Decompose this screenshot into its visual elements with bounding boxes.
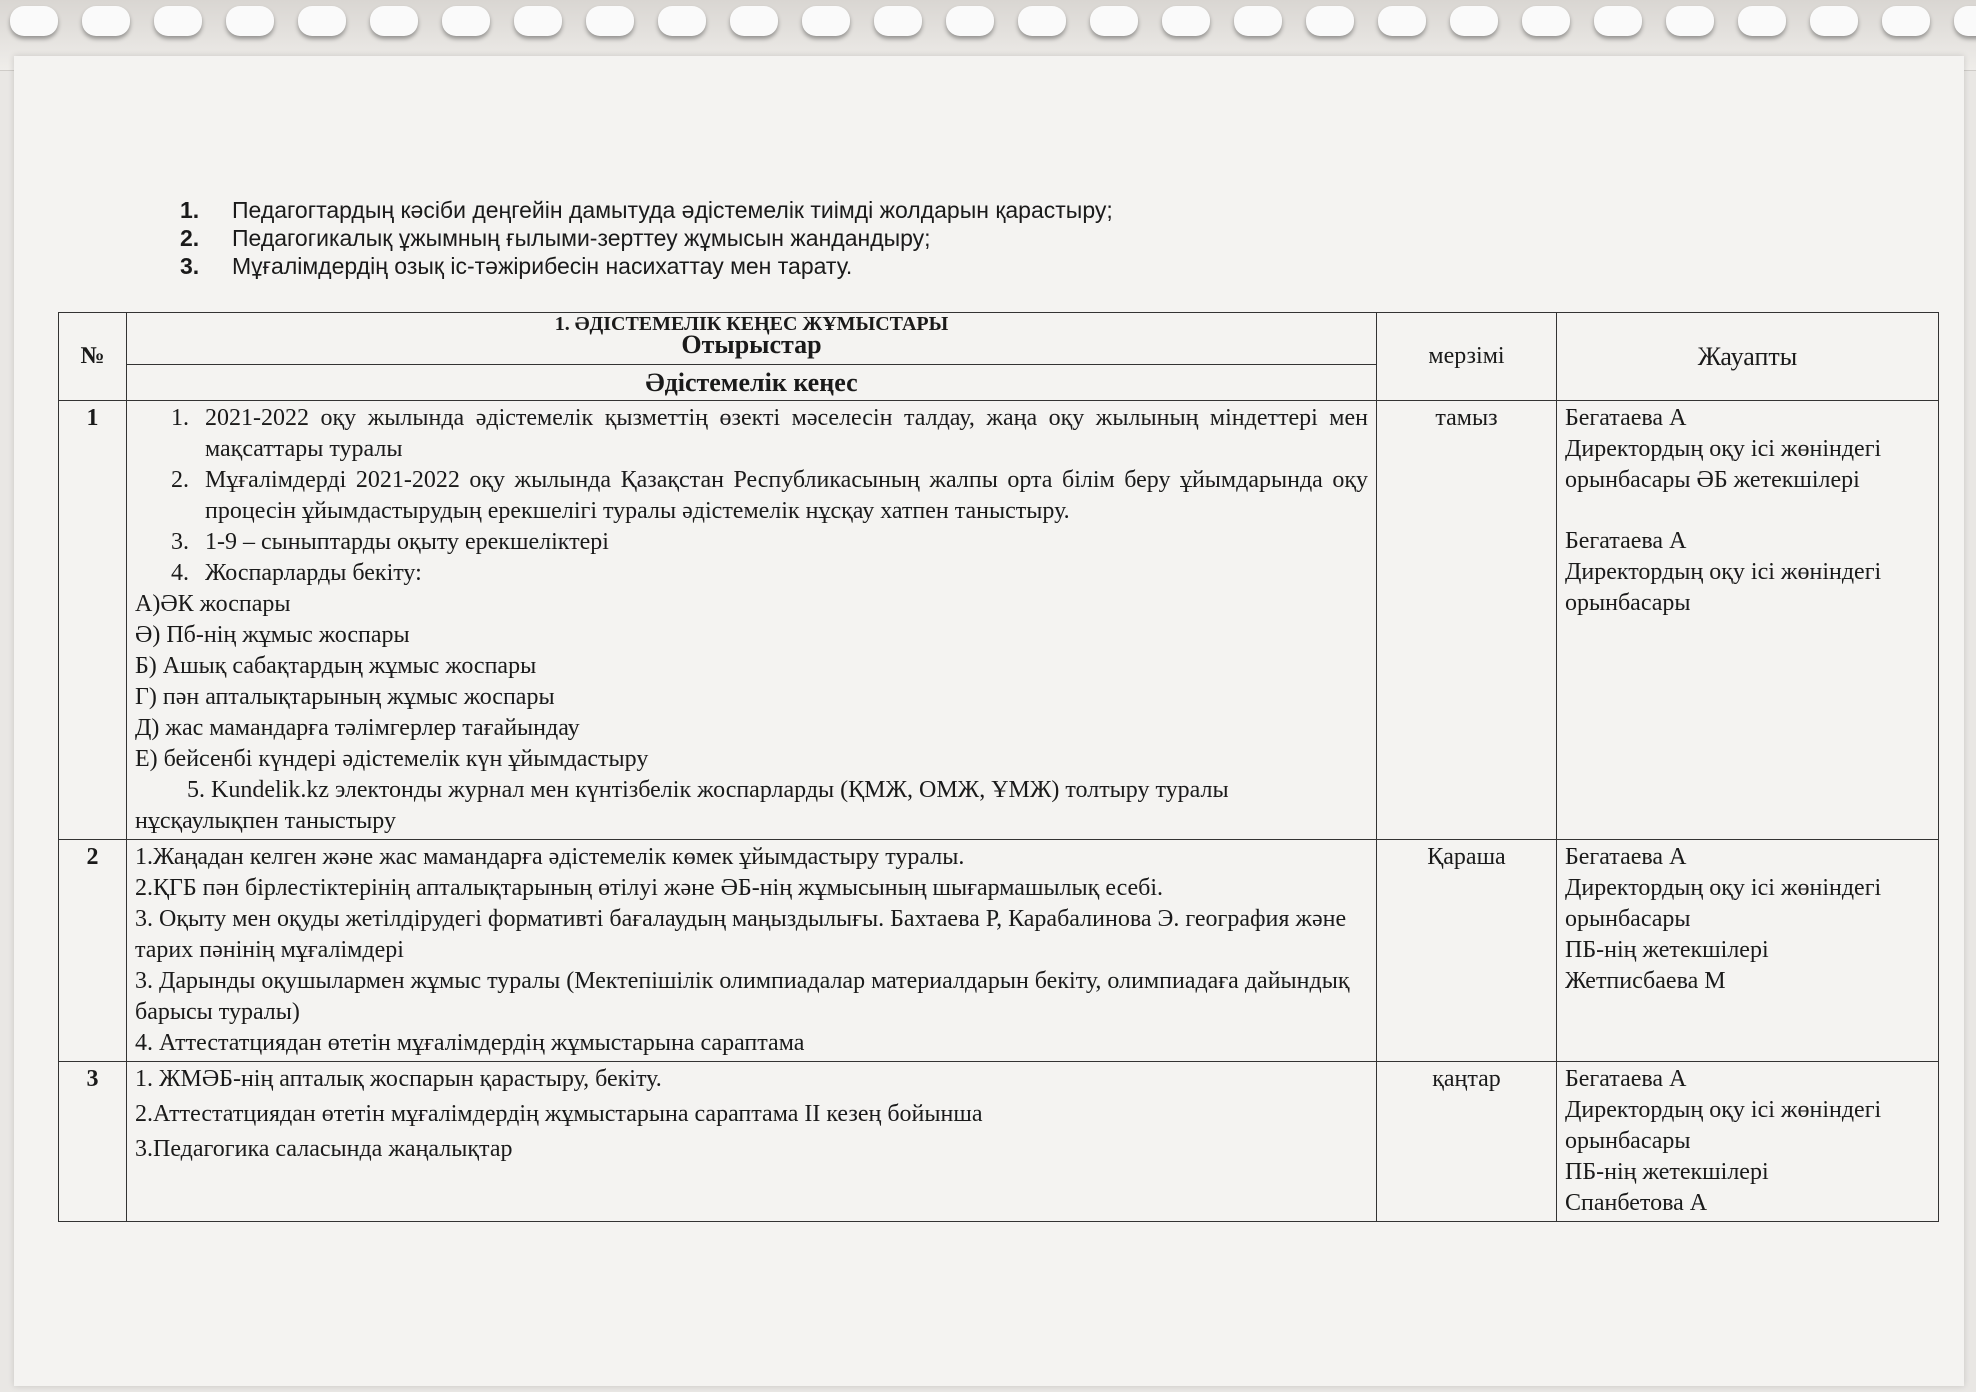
binding-ring bbox=[946, 6, 994, 36]
header-term: мерзімі bbox=[1377, 313, 1557, 401]
row-responsible bbox=[1557, 401, 1939, 840]
responsible-line: Директордың оқу ісі жөніндегі орынбасары bbox=[1565, 875, 1882, 932]
responsible-line: Бегатаева А bbox=[1565, 1066, 1687, 1092]
binding-ring bbox=[370, 6, 418, 36]
goal-number: 1. bbox=[180, 197, 200, 223]
spacer bbox=[1565, 496, 1930, 526]
binding-ring bbox=[1954, 6, 1976, 36]
binding-ring bbox=[1162, 6, 1210, 36]
binding-ring bbox=[802, 6, 850, 36]
binding-ring bbox=[1522, 6, 1570, 36]
row-line: 3. Оқыту мен оқуды жетілдірудегі формативті бағалаудың маңыздылығы. Бахтаева Р, Карабалинова Э. география және тарих пәнінің мұғалімдері bbox=[135, 906, 1347, 963]
responsible-line: Бегатаева А bbox=[1565, 405, 1687, 431]
sub-item: Б) Ашық сабақтардың жұмыс жоспары bbox=[135, 653, 537, 679]
responsible-line: Жетписбаева М bbox=[1565, 968, 1726, 994]
binding-ring bbox=[586, 6, 634, 36]
responsible-line: Бегатаева А bbox=[1565, 528, 1687, 554]
row-term: тамыз bbox=[1377, 401, 1557, 840]
row-content bbox=[127, 1062, 1377, 1222]
binding-ring bbox=[658, 6, 706, 36]
responsible-line: Бегатаева А bbox=[1565, 844, 1687, 870]
binding-ring bbox=[1666, 6, 1714, 36]
row-line: 1.Жаңадан келген және жас мамандарға әдістемелік көмек ұйымдастыру туралы. bbox=[135, 844, 965, 870]
binding-ring bbox=[1810, 6, 1858, 36]
row-number: 2 bbox=[59, 840, 127, 1062]
binding-ring bbox=[82, 6, 130, 36]
sub-item: А)ӘК жоспары bbox=[135, 591, 291, 617]
binding-ring bbox=[514, 6, 562, 36]
sub-item: Ә) Пб-нің жұмыс жоспары bbox=[135, 622, 410, 648]
header-responsible: Жауапты bbox=[1557, 313, 1939, 401]
list-item: 1. 2021-2022 оқу жылында әдістемелік қызметтің өзекті мәселесін талдау, жаңа оқу жылының міндеттері мен мақсаттары туралы bbox=[195, 403, 1368, 465]
agenda-list bbox=[135, 403, 1368, 589]
list-item: 4. Жоспарларды бекіту: bbox=[195, 558, 1368, 589]
binding-ring bbox=[1882, 6, 1930, 36]
binding-ring bbox=[1738, 6, 1786, 36]
row-line: 3.Педагогика саласында жаңалықтар bbox=[135, 1136, 513, 1162]
responsible-line: ПБ-нің жетекшілері bbox=[1565, 937, 1769, 963]
header-sessions bbox=[127, 313, 1377, 365]
binding-ring bbox=[730, 6, 778, 36]
binding-ring bbox=[154, 6, 202, 36]
row-number: 3 bbox=[59, 1062, 127, 1222]
row-content bbox=[127, 401, 1377, 840]
goal-number: 2. bbox=[180, 225, 200, 251]
table-row bbox=[59, 840, 1939, 1062]
header-row bbox=[59, 313, 1939, 365]
row-responsible bbox=[1557, 1062, 1939, 1222]
methodical-council-table bbox=[58, 312, 1939, 1222]
sub-item: Е) бейсенбі күндері әдістемелік күн ұйымдастыру bbox=[135, 746, 649, 772]
binding-ring bbox=[1594, 6, 1642, 36]
goal-text: Педагогикалық ұжымның ғылыми-зерттеу жұмысын жандандыру; bbox=[232, 225, 931, 251]
row-line: 4. Аттестатциядан өтетін мұғалімдердің жұмыстарына сараптама bbox=[135, 1030, 805, 1056]
sub-item: Г) пән апталықтарының жұмыс жоспары bbox=[135, 684, 555, 710]
section-title: 1. ӘДІСТЕМЕЛІК КЕҢЕС ЖҰМЫСТАРЫ bbox=[554, 313, 949, 335]
binding-ring bbox=[1378, 6, 1426, 36]
row-term: қаңтар bbox=[1377, 1062, 1557, 1222]
header-sessions-label: Отырыстар bbox=[681, 330, 822, 359]
responsible-line: Спанбетова А bbox=[1565, 1190, 1708, 1216]
row-line: 2.Аттестатциядан өтетін мұғалімдердің жұмыстарына сараптама ІІ кезең бойынша bbox=[135, 1101, 983, 1127]
goal-item bbox=[180, 224, 1380, 252]
goal-item bbox=[180, 252, 1380, 280]
binding-ring bbox=[1090, 6, 1138, 36]
table-row bbox=[59, 401, 1939, 840]
header-number: № bbox=[59, 313, 127, 401]
goal-text: Педагогтардың кәсіби деңгейін дамытуда әдістемелік тиімді жолдарын қарастыру; bbox=[232, 197, 1113, 223]
table-row bbox=[59, 1062, 1939, 1222]
list-item: 5. Kundelik.kz электонды журнал мен күнтізбелік жоспарларды (ҚМЖ, ОМЖ, ҰМЖ) толтыру туралы нұсқаулықпен таныстыру bbox=[135, 777, 1229, 834]
binding-ring bbox=[442, 6, 490, 36]
responsible-line: ПБ-нің жетекшілері bbox=[1565, 1159, 1769, 1185]
binding-ring bbox=[1306, 6, 1354, 36]
binding-ring bbox=[10, 6, 58, 36]
row-line: 1. ЖМӘБ-нің апталық жоспарын қарастыру, бекіту. bbox=[135, 1066, 662, 1092]
binding-ring bbox=[874, 6, 922, 36]
list-item: 3. 1-9 – сыныптарды оқыту ерекшеліктері bbox=[195, 527, 1368, 558]
row-term: Қараша bbox=[1377, 840, 1557, 1062]
goals-list bbox=[180, 196, 1380, 280]
binding-ring bbox=[226, 6, 274, 36]
goal-text: Мұғалімдердің озық іс-тәжірибесін насихаттау мен тарату. bbox=[232, 253, 853, 279]
responsible-line: Директордың оқу ісі жөніндегі орынбасары ӘБ жетекшілері bbox=[1565, 436, 1882, 493]
row-line: 3. Дарынды оқушылармен жұмыс туралы (Мектепішілік олимпиадалар материалдарын бекіту, олимпиадаға дайындық барысы туралы) bbox=[135, 968, 1350, 1025]
row-responsible bbox=[1557, 840, 1939, 1062]
row-line: 2.ҚГБ пән бірлестіктерінің апталықтарының өтілуі және ӘБ-нің жұмысының шығармашылық есебі. bbox=[135, 875, 1164, 901]
header-council: Әдістемелік кеңес bbox=[127, 365, 1377, 401]
responsible-line: Директордың оқу ісі жөніндегі орынбасары bbox=[1565, 1097, 1882, 1154]
responsible-line: Директордың оқу ісі жөніндегі орынбасары bbox=[1565, 559, 1882, 616]
binding-ring bbox=[1018, 6, 1066, 36]
goal-item bbox=[180, 196, 1380, 224]
row-number: 1 bbox=[59, 401, 127, 840]
sub-item: Д) жас мамандарға тәлімгерлер тағайындау bbox=[135, 715, 580, 741]
binding-ring bbox=[1234, 6, 1282, 36]
list-item: 2. Мұғалімдерді 2021-2022 оқу жылында Қазақстан Республикасының жалпы орта білім беру ұйымдарында оқу процесін ұйымдастырудың ерекшелігі туралы әдістемелік нұсқау хатпен таныстыру. bbox=[195, 465, 1368, 527]
goal-number: 3. bbox=[180, 253, 200, 279]
binding-ring bbox=[1450, 6, 1498, 36]
row-content bbox=[127, 840, 1377, 1062]
binding-ring bbox=[298, 6, 346, 36]
